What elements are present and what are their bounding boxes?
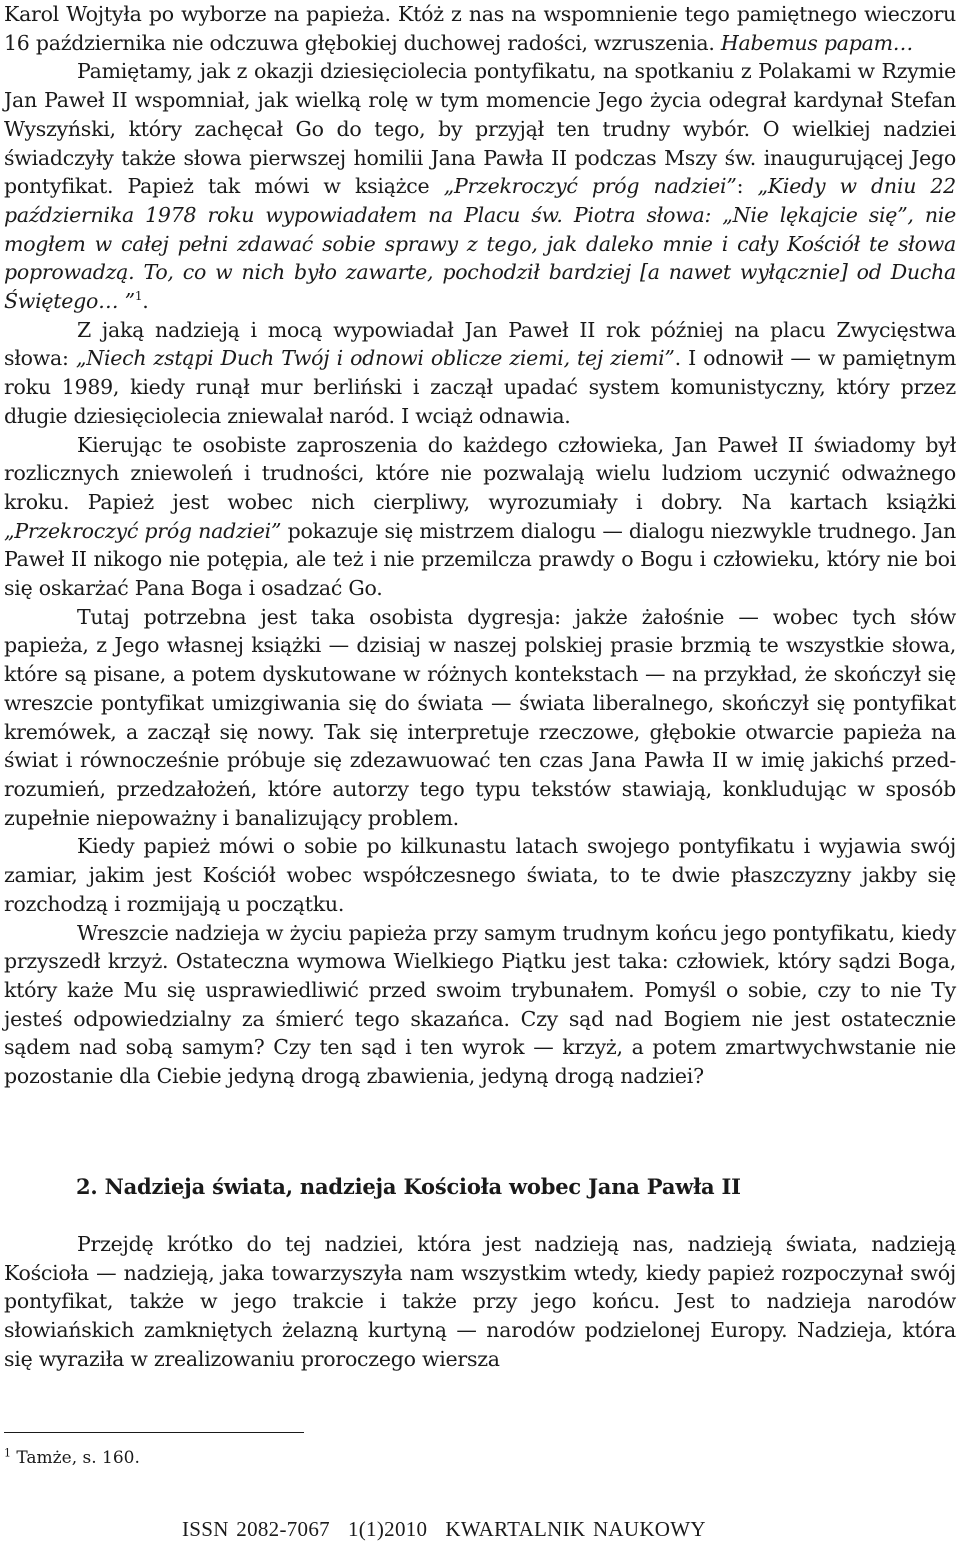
paragraph-6: Wreszcie nadzieja w życiu papieża przy samym trudnym końcu jego pontyfikatu, kiedy przyszedł krzyż. Ostateczna wymowa Wielkiego Piątku jest taka: człowiek, który sądzi Boga, który każe Mu się usprawiedliwić przed swoim trybunałem. Pomyśl o sobie, czy to nie Ty jesteś odpowiedzialny za śmierć tego skazańca. Czy sąd nad Bogiem nie jest ostatecznie sądem nad sobą samym? Czy ten sąd i ten wyrok — krzyż, a potem zmartwychwstanie nie pozostanie dla Ciebie jedyną drogą zbawienia, jedyną drogą nadziei? [4, 920, 956, 1089]
footnote-number: 1 [4, 1446, 11, 1460]
section-heading: 2. Nadzieja świata, nadzieja Kościoła wobec Jana Pawła II [76, 1174, 741, 1199]
section-2-text [4, 1230, 956, 1374]
p1-end: . [142, 289, 149, 314]
paragraph-3 [4, 431, 956, 603]
habemus-papam: Habemus papam… [720, 30, 914, 55]
paragraph-4: Tutaj potrzebna jest taka osobista dygresja: jakże żałośnie — wobec tych słów papieża, z Jego własnej książki — dzisiaj w naszej polskiej prasie brzmią te wszystkie słowa, które są pisane, a potem dyskutowane w różnych kontekstach — na przykład, że skończył się wreszcie pontyfikat umizgiwania się do świata — świata liberalnego, skończył się pontyfikat kremówek, a zaczął się nowy. Tak się interpretuje rzeczowe, głębokie otwarcie papieża na świat i równocześnie próbuje się zdezawuować ten czas Jana Pawła II w imię jakichś przed-rozumień, przedzałożeń, które autorzy tego typu tekstów stawiają, konkludując w sposób zupełnie niepoważny i banalizujący problem. [4, 604, 956, 830]
paragraph-5: Kiedy papież mówi o sobie po kilkunastu latach swojego pontyfikatu i wyjawia swój zamiar, jakim jest Kościół wobec współczesnego świata, to te dwie płaszczyzny jakby się rozchodzą i rozmijają u początku. [4, 834, 956, 916]
p2-text-end: . I odnowił — w pamiętnym roku 1989, kiedy runął mur berliński i zaczął upadać system komunistyczny, który przez długie dziesięciolecia zniewalał naród. I wciąż odnawia. [4, 346, 957, 428]
paragraph-2 [4, 316, 956, 431]
p3-text-end: pokazuje się mistrzem dialogu — dialogu niezwykle trudnego. Jan Paweł II nikogo nie potępia, ale też i nie przemilcza prawdy o Bogu i człowieku, który nie boi się oskarżać Pana Boga i osadzać Go. [4, 518, 956, 601]
footnote-ref[interactable]: 1 [134, 289, 143, 304]
footnote [4, 1447, 140, 1469]
p3-text: Kierując te osobiste zaproszenia do każdego człowieka, Jan Paweł II świadomy był rozlicznych zniewoleń i trudności, które nie pozwalają wielu ludziom uczynić odważnego kroku. Papież jest wobec nich cierpliwy, wyrozumiały i dobry. Na kartach książki [4, 432, 956, 514]
footer-journal: KWARTALNIK NAUKOWY [445, 1517, 706, 1541]
footer-issn: ISSN 2082-7067 [182, 1517, 330, 1541]
footer-issue: 1(1)2010 [347, 1517, 428, 1541]
book-title: „Przekroczyć próg nadziei” [4, 518, 282, 543]
paragraph-intro [4, 0, 956, 57]
footnote-divider [4, 1432, 304, 1433]
p2-text: Z jaką nadzieją i mocą wypowiadał Jan Paweł II rok później na placu Zwycięstwa słowa: [4, 317, 956, 371]
intro-text: Karol Wojtyła po wyborze na papieża. Któż z nas na wspomnienie tego pamiętnego wieczoru 16 października nie odczuwa głębokiej duchowej radości, wzruszenia. [4, 2, 956, 55]
book-title: „Przekroczyć próg nadziei” [443, 174, 737, 199]
p1-text: Pamiętamy, jak z okazji dziesięciolecia pontyfikatu, na spotkaniu z Polakami w Rzymie Jan Paweł II wspomniał, jak wielką rolę w tym momencie Jego życia odegrał kardynał Stefan Wyszyński, który zachęcał Go do tego, by przyjął ten trudny wybór. O wielkiej nadziei świadczyły także słowa pierwszej homilii Jana Pawła II podczas Mszy św. inaugurującej Jego pontyfikat. Papież tak mówi w książce [4, 59, 956, 199]
main-text [4, 0, 956, 1091]
running-footer [182, 1517, 724, 1542]
paragraph-7: Przejdę krótko do tej nadziei, która jest nadzieją nas, nadzieją świata, nadzieją Kościoła — nadzieją, jaka towarzyszyła nam wszystkim wtedy, kiedy papież rozpoczynał swój pontyfikat, także w jego trakcie i także przy jego końcu. Jest to nadzieja narodów słowiańskich zamkniętych żelazną kurtyną — narodów podzielonej Europy. Nadzieja, która się wyraziła w zrealizowaniu proroczego wiersza [4, 1232, 956, 1371]
footnote-text: Tamże, s. 160. [11, 1448, 140, 1468]
pope-quote: „Kiedy w dniu 22 października 1978 roku wypowiadałem na Placu św. Piotra słowa: „Nie lękajcie się”, nie mogłem w całej pełni zdawać sobie sprawy z tego, jak daleko mnie i cały Kościół te słowa poprowadzą. To, co w nich było zawarte, pochodził bardziej [a nawet wyłącznie] od Ducha Świętego… ” [4, 174, 956, 314]
victory-square-quote: „Niech zstąpi Duch Twój i odnowi oblicze ziemi, tej ziemi” [75, 346, 675, 371]
document-page [4, 0, 956, 1091]
p1-colon: : [736, 174, 758, 199]
paragraph-1 [4, 57, 956, 315]
